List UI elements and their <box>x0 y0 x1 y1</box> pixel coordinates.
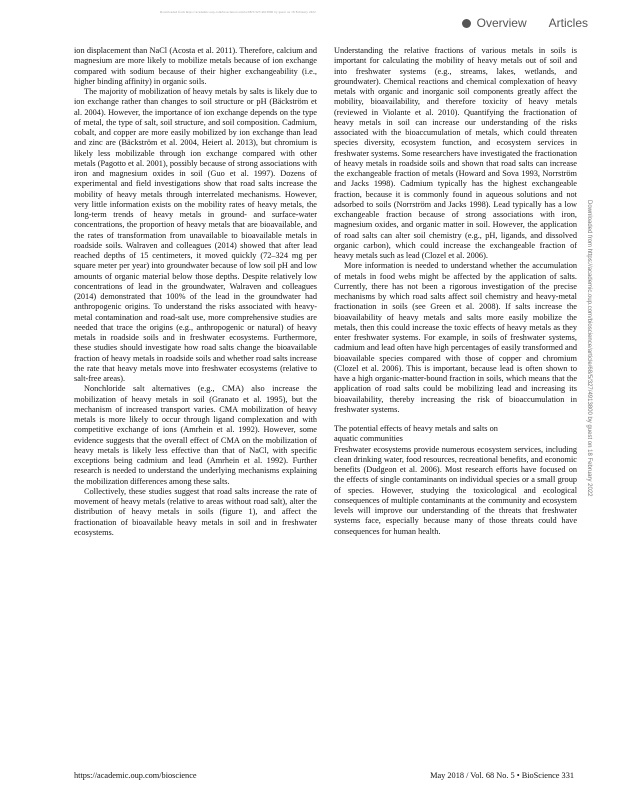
footer-url[interactable]: https://academic.oup.com/bioscience <box>74 771 197 780</box>
bullet-icon <box>462 19 471 28</box>
left-column <box>74 46 317 538</box>
left-paragraph-1: ion displacement than NaCl (Acosta et al. 2011). Therefore, calcium and magnesium are more likely to mobilize metals because of ion exchange compared with sodium because of their higher exchangeability (i.e., higher binding affinity) in organic soils. <box>74 46 317 86</box>
top-faint-line: Downloaded from https://academic.oup.com/bioscience/article/68/5/327/4913800 by guest on 18 February 2022 <box>160 10 316 14</box>
section-heading-line-2: aquatic communities <box>334 434 403 444</box>
right-paragraph-2: More information is needed to understand whether the accumulation of metals in food webs might be affected by the application of salts. Currently, there has not been a rigorous investigation of the precise mechanisms by which road salts affect soil chemistry and heavy-metal fractionation in soils (see Green et al. 2008). If salts increase the bioavailability of heavy metals and salts more easily mobilize the metals, then this could increase the toxic effects of heavy metals as they enter freshwater systems. For example, in soils of freshwater systems, cadmium and lead often have high percentages of easily transformed and bioavailable species compared with those of copper and chromium (Clozel et al. 2006). This is important, because lead is often shown to have a high organic-matter-bound fraction in soils, which means that the application of road salts could be mobilizing lead and increasing its bioavailability, thereby increasing the risk of bioaccumulation in freshwater systems. <box>334 261 577 414</box>
download-watermark: Downloaded from https://academic.oup.com/bioscience/article/68/5/327/4913800 by guest on 18 February 2022 <box>586 200 592 497</box>
section-label: Overview <box>476 16 527 30</box>
left-paragraph-4: Collectively, these studies suggest that road salts increase the rate of movement of heavy metals (relative to areas without road salt), alter the distribution of heavy metals in soils (figure 1), and affect the fractionation of bioavailable heavy metals in soil and in freshwater ecosystems. <box>74 486 317 537</box>
right-column <box>334 46 577 537</box>
section-heading-line-1: The potential effects of heavy metals and salts on <box>334 424 498 433</box>
right-paragraph-1: Understanding the relative fractions of various metals in soils is important for calculating the mobility of heavy metals out of soil and into freshwater systems (e.g., streams, lakes, wetlands, and groundwater). Chemical reactions and chemical complexation of heavy metals with organic and inorganic soil components greatly affect the mobility, bioavailability, and therefore toxicity of heavy metals (reviewed in Violante et al. 2010). Quantifying the fractionation of heavy metals in soil can increase our understanding of the risks associated with the bioaccumulation of metals, which could threaten species diversity, ecosystem function, and ecosystem services in freshwater systems. Some researchers have investigated the fractionation of heavy metals in roadside soils and shown that road salts can increase the exchangeable fraction of metals (Howard and Sova 1993, Norrström and Jacks 1998). Cadmium typically has the highest exchangeable fraction, because it is commonly found in aqueous solutions and not adsorbed to soils (Norrström and Jacks 1998). Lead typically has a low exchangeable fraction because of strong associations with iron, magnesium oxides, and organic matter in soil. However, the application of road salts can alter soil chemistry (e.g., pH, ligands, and dissolved organic carbon), which could increase the exchangeable fraction of heavy metals such as lead (Clozel et al. 2006). <box>334 46 577 260</box>
subsection-label: Articles <box>548 16 588 30</box>
footer-citation: May 2018 / Vol. 68 No. 5 • BioScience 331 <box>430 771 574 780</box>
right-paragraph-3: Freshwater ecosystems provide numerous ecosystem services, including clean drinking water, food resources, recreational benefits, and economic benefits (Dudgeon et al. 2006). Most research efforts have focused on the effects of single contaminants on individual species or a small group of species. However, studying the toxicological and ecological consequences of multiple contaminants at the community and ecosystem levels will improve our understanding of the threats that freshwater systems face, especially because many of those threats could have consequences for human health. <box>334 444 577 536</box>
section-header <box>462 16 588 30</box>
section-heading <box>334 424 577 445</box>
left-paragraph-3: Nonchloride salt alternatives (e.g., CMA) also increase the mobilization of heavy metals in soil (Granato et al. 1995), but the mechanism of increased transport varies. CMA mobilization of heavy metals is more likely to occur through ligand complexation and with competitive exchange of ions (Amrhein et al. 1992). However, some evidence suggests that the overall effect of CMA on the mobilization of heavy metals is likely less effective than that of NaCl, with specific exceptions being cadmium and lead (Amrhein et al. 1992). Further research is needed to understand the underlying mechanisms explaining the mobilization differences among these salts. <box>74 384 317 486</box>
left-paragraph-2: The majority of mobilization of heavy metals by salts is likely due to ion exchange rather than changes to soil structure or pH (Bäckström et al. 2004). However, the importance of ion exchange depends on the type of metal, the type of salt, soil structure, and soil composition. Cadmium, cobalt, and copper are more easily mobilized by ion exchange than lead and zinc are (Bäckström et al. 2004, Heiert al. 2013), but chromium is likely less mobilizable through ion exchange compared with other metals (Pagotto et al. 2001), possibly because of strong associations with iron and magnesium oxides in soil (Guo et al. 1997). Dozens of experimental and field investigations show that road salts increase the mobility of heavy metals through interrelated mechanisms. However, very little information exists on the mobility rates of heavy metals, the long-term trends of heavy metals in ground- and surface-water concentrations, the proportion of heavy metals that are bioavailable, and the rates of transformation from unavailable to bioavailable metals in roadside soils. Walraven and colleagues (2014) showed that after lead reached depths of 15 centimeters, it moved quickly (72–324 mg per square meter per year) into groundwater because of low soil pH and low amounts of organic material below those depths. Despite relatively low concentrations of lead in the groundwater, Walraven and colleagues (2014) demonstrated that 100% of the lead in the groundwater had anthropogenic origins. To understand the risks associated with heavy-metal contamination and road-salt use, more comprehensive studies are needed that trace the origins (e.g., anthropogenic or natural) of heavy metals in roadside soils and in freshwater ecosystems. Furthermore, these studies should investigate how road salts change the bioavailable fraction of heavy metals in roadside soils and whether road salts increase the rate that heavy metals move into freshwater ecosystems (relative to salt-free areas). <box>74 87 317 383</box>
